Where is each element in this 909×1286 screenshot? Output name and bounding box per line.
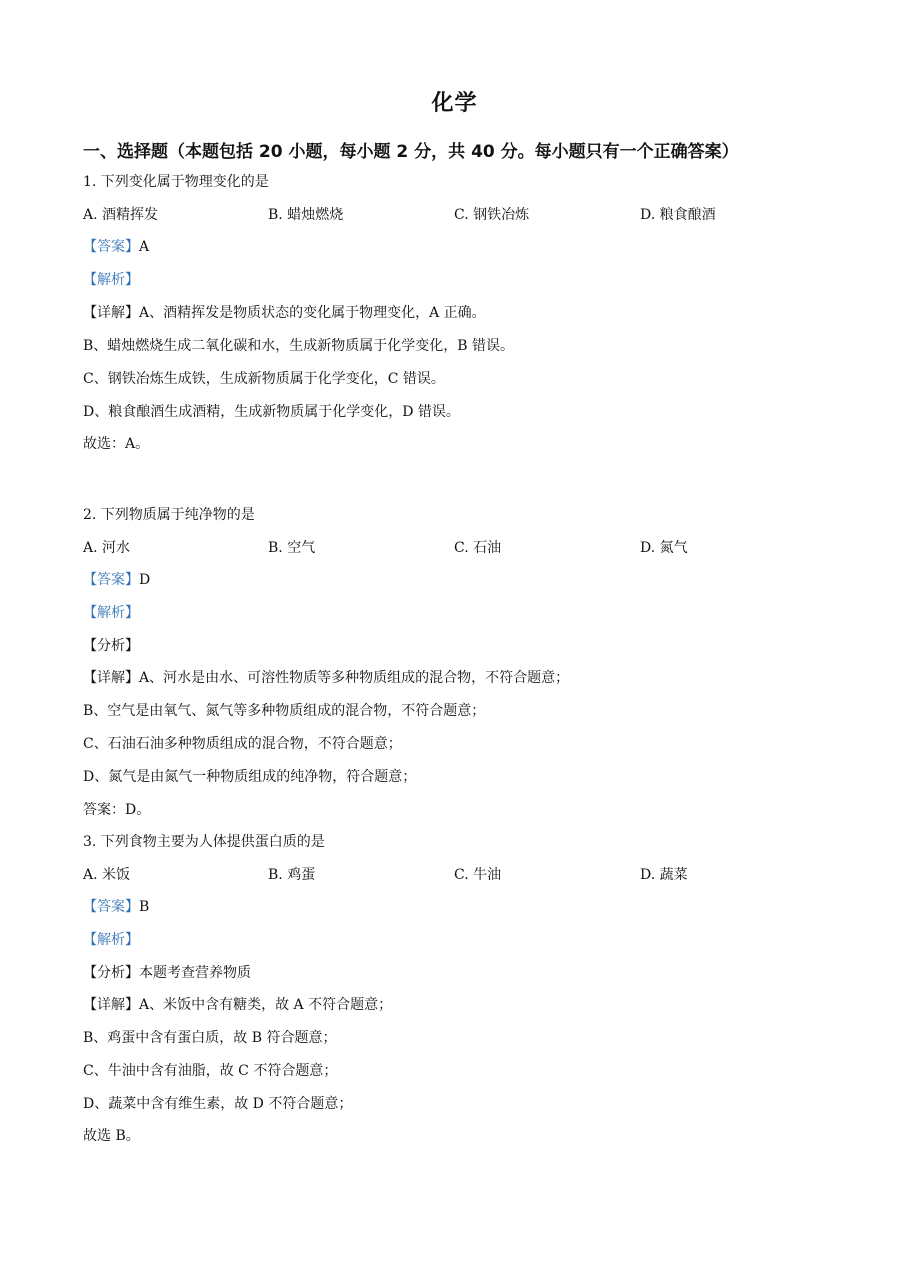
question-3-detail-line: 【分析】本题考查营养物质 (83, 965, 251, 981)
question-2-analysis-label: 【解析】 (83, 605, 139, 621)
question-2-option-a: A. 河水 (83, 540, 131, 556)
answer-value: D (139, 572, 151, 588)
question-3-analysis-label: 【解析】 (83, 932, 139, 948)
question-1-answer (83, 237, 149, 257)
question-3-detail-line: C、牛油中含有油脂，故 C 不符合题意； (83, 1063, 338, 1079)
question-3-detail-line: B、鸡蛋中含有蛋白质，故 B 符合题意； (83, 1030, 337, 1046)
question-3-stem: 3. 下列食物主要为人体提供蛋白质的是 (83, 834, 325, 850)
question-3-option-a: A. 米饭 (83, 867, 131, 883)
doc-title: 化学 (431, 91, 478, 116)
question-2-detail-line: B、空气是由氧气、氮气等多种物质组成的混合物，不符合题意； (83, 703, 486, 719)
question-2-option-b: B. 空气 (268, 540, 316, 556)
answer-label: 【答案】 (83, 239, 139, 255)
answer-value: B (139, 899, 150, 915)
question-1-stem: 1. 下列变化属于物理变化的是 (83, 174, 269, 190)
question-2-stem: 2. 下列物质属于纯净物的是 (83, 507, 255, 523)
question-2-detail-line: D、氮气是由氮气一种物质组成的纯净物，符合题意； (83, 769, 417, 785)
answer-label: 【答案】 (83, 899, 139, 915)
question-2-answer (83, 570, 150, 590)
question-2-option-c: C. 石油 (454, 540, 502, 556)
question-3-option-c: C. 牛油 (454, 867, 502, 883)
answer-value: A (139, 239, 150, 255)
question-3-option-d: D. 蔬菜 (640, 867, 688, 883)
question-2-detail-line: C、石油石油多种物质组成的混合物，不符合题意； (83, 736, 402, 752)
question-1-option-a: A. 酒精挥发 (83, 207, 159, 223)
question-1-option-c: C. 钢铁冶炼 (454, 207, 530, 223)
question-1-detail-line: D、粮食酿酒生成酒精，生成新物质属于化学变化，D 错误。 (83, 404, 460, 420)
question-3-option-b: B. 鸡蛋 (268, 867, 316, 883)
question-3-answer (83, 897, 149, 917)
question-1-detail-line: B、蜡烛燃烧生成二氧化碳和水，生成新物质属于化学变化，B 错误。 (83, 338, 515, 354)
question-2-detail-line: 【详解】A、河水是由水、可溶性物质等多种物质组成的混合物，不符合题意； (83, 670, 570, 686)
section-heading: 一、选择题（本题包括 20 小题，每小题 2 分，共 40 分。每小题只有一个正确答案） (83, 142, 739, 162)
question-2-detail-line: 【分析】 (83, 638, 139, 654)
question-1-option-b: B. 蜡烛燃烧 (268, 207, 344, 223)
question-1-conclusion: 故选：A。 (83, 436, 150, 452)
question-1-option-d: D. 粮食酿酒 (640, 207, 716, 223)
question-3-detail-line: 【详解】A、米饭中含有糖类，故 A 不符合题意； (83, 997, 393, 1013)
question-2-option-d: D. 氮气 (640, 540, 688, 556)
question-1-detail-line: 【详解】A、酒精挥发是物质状态的变化属于物理变化，A 正确。 (83, 305, 486, 321)
question-3-conclusion: 故选 B。 (83, 1128, 140, 1144)
question-1-analysis-label: 【解析】 (83, 272, 139, 288)
question-3-detail-line: D、蔬菜中含有维生素，故 D 不符合题意； (83, 1096, 353, 1112)
question-1-detail-line: C、钢铁冶炼生成铁，生成新物质属于化学变化，C 错误。 (83, 371, 445, 387)
answer-label: 【答案】 (83, 572, 139, 588)
question-2-conclusion: 答案：D。 (83, 802, 151, 818)
